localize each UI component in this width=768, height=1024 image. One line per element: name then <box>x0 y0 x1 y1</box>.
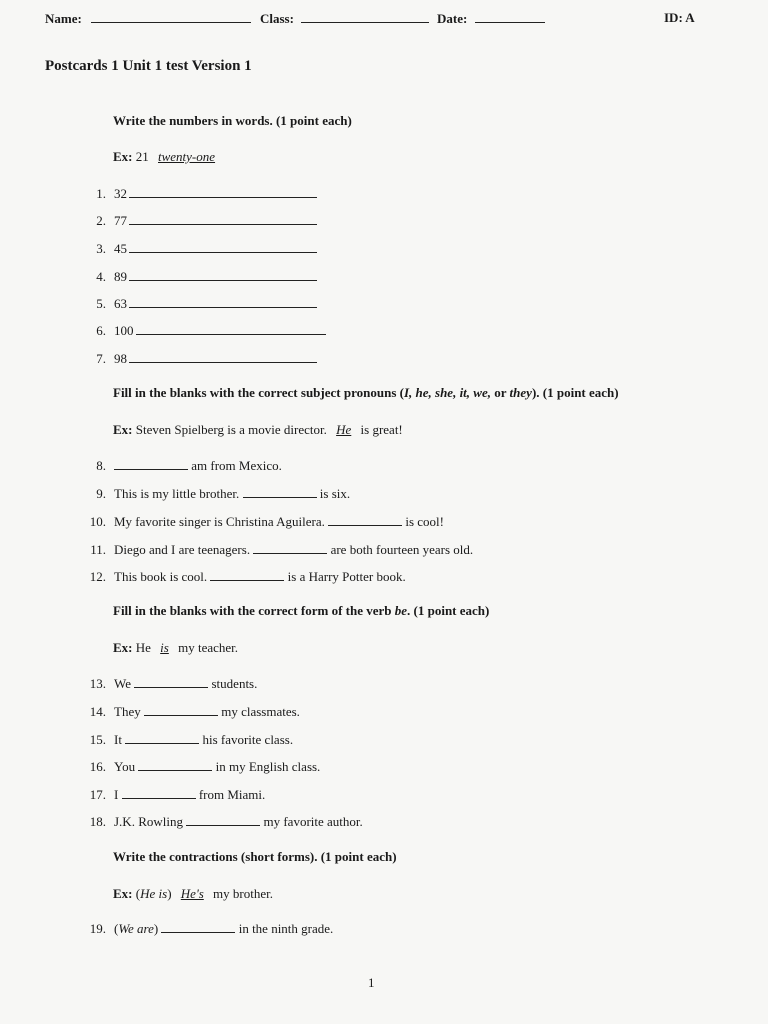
answer-blank[interactable] <box>161 920 235 933</box>
question-prompt: 32 <box>114 186 127 201</box>
question-text-end: students. <box>211 676 258 691</box>
section1-example <box>113 149 221 165</box>
section2-instruction <box>113 385 619 401</box>
question-text-end: his favorite class. <box>202 732 294 747</box>
question-text-end: from Miami. <box>198 787 266 802</box>
name-field <box>45 10 251 27</box>
example-text: He <box>135 640 151 655</box>
class-label: Class: <box>260 11 294 26</box>
date-field <box>437 10 545 27</box>
question-item <box>80 295 317 312</box>
example-prefix: Ex: <box>113 640 133 655</box>
section4-example: Ex: (He is) He's my brother. <box>113 886 273 901</box>
question-text: Diego and I are teenagers. <box>114 542 251 557</box>
instruction-text: Fill in the blanks with the correct subject pronouns ( <box>113 385 404 400</box>
question-number: 18. <box>89 814 106 829</box>
question-number: 4. <box>96 269 106 284</box>
question-item <box>80 541 473 558</box>
section1-instruction: Write the numbers in words. (1 point each) <box>113 113 352 128</box>
answer-blank[interactable] <box>129 212 317 225</box>
class-line <box>301 10 429 23</box>
question-number: 11. <box>90 542 106 557</box>
question-text: I <box>114 787 119 802</box>
section3-instruction <box>113 603 489 619</box>
question-text: We <box>114 676 131 691</box>
question-item <box>80 786 265 803</box>
answer-blank[interactable] <box>144 703 218 716</box>
question-number: 8. <box>96 458 106 473</box>
answer-blank[interactable] <box>134 675 208 688</box>
id-label: ID: A <box>664 10 695 25</box>
instruction-be: be <box>394 603 408 618</box>
answer-blank[interactable] <box>125 731 199 744</box>
question-paren: We are <box>118 921 154 936</box>
example-answer: He <box>336 422 352 437</box>
question-item <box>80 268 317 285</box>
example-answer: He's <box>180 886 204 901</box>
question-item <box>80 240 317 257</box>
question-text: They <box>114 704 141 719</box>
answer-blank[interactable] <box>136 322 326 335</box>
question-prompt: 100 <box>114 323 134 338</box>
example-prefix: Ex: <box>113 886 133 901</box>
answer-blank[interactable] <box>186 813 260 826</box>
question-number: 6. <box>96 323 106 338</box>
question-text-end: is a Harry Potter book. <box>287 569 406 584</box>
question-item <box>80 568 406 585</box>
name-line <box>91 10 251 23</box>
answer-blank[interactable] <box>129 295 317 308</box>
question-text: It <box>114 732 122 747</box>
question-item <box>80 703 300 720</box>
answer-blank[interactable] <box>243 485 317 498</box>
question-item: 19. (We are) in the ninth grade. <box>80 920 333 937</box>
example-answer: is <box>160 640 169 655</box>
question-item <box>80 457 282 474</box>
question-prompt: 77 <box>114 213 127 228</box>
answer-blank[interactable] <box>129 240 317 253</box>
answer-blank[interactable] <box>129 185 317 198</box>
example-text: Steven Spielberg is a movie director. <box>135 422 327 437</box>
question-text-end: is cool! <box>405 514 444 529</box>
question-text-end: in the ninth grade. <box>238 921 334 936</box>
question-prompt: 98 <box>114 351 127 366</box>
question-number: 9. <box>96 486 106 501</box>
question-text-end: my favorite author. <box>263 814 363 829</box>
date-label: Date: <box>437 11 468 26</box>
question-number: 3. <box>96 241 106 256</box>
question-number: 7. <box>96 351 106 366</box>
instruction-they: they <box>509 385 532 400</box>
question-item <box>80 675 257 692</box>
question-number: 14. <box>89 704 106 719</box>
question-text-end: am from Mexico. <box>191 458 282 473</box>
question-item <box>80 322 326 339</box>
answer-blank[interactable] <box>129 350 317 363</box>
question-text: This is my little brother. <box>114 486 240 501</box>
answer-blank[interactable] <box>253 541 327 554</box>
answer-blank[interactable] <box>328 513 402 526</box>
question-number: 1. <box>96 186 106 201</box>
instruction-pronouns: I, he, she, it, we, <box>403 385 491 400</box>
question-prompt: 89 <box>114 269 127 284</box>
question-text: My favorite singer is Christina Aguilera. <box>114 514 325 529</box>
instruction-points: . (1 point each) <box>407 603 490 618</box>
question-item <box>80 485 350 502</box>
question-text: J.K. Rowling <box>114 814 183 829</box>
question-number: 12. <box>89 569 106 584</box>
page-title: Postcards 1 Unit 1 test Version 1 <box>45 58 252 74</box>
question-prompt: 45 <box>114 241 127 256</box>
date-line <box>475 10 545 23</box>
question-text-end: my classmates. <box>221 704 300 719</box>
question-text: You <box>114 759 136 774</box>
class-field <box>260 10 429 27</box>
question-prompt: 63 <box>114 296 127 311</box>
example-prefix: Ex: <box>113 149 133 164</box>
question-number: 17. <box>89 787 106 802</box>
question-number: 13. <box>89 676 106 691</box>
question-number: 15. <box>89 732 106 747</box>
answer-blank[interactable] <box>138 758 212 771</box>
section4-instruction: Write the contractions (short forms). (1 point each) <box>113 849 397 864</box>
question-item <box>80 758 320 775</box>
question-text-end: in my English class. <box>215 759 321 774</box>
answer-blank[interactable] <box>122 786 196 799</box>
name-label: Name: <box>45 11 82 26</box>
question-number: 10. <box>89 514 106 529</box>
section3-example <box>113 640 238 656</box>
question-number: 16. <box>89 759 106 774</box>
page-number: 1 <box>368 975 375 990</box>
question-item <box>80 350 317 367</box>
question-number: 2. <box>96 213 106 228</box>
answer-blank[interactable] <box>210 568 284 581</box>
question-number: 5. <box>96 296 106 311</box>
instruction-points: ). (1 point each) <box>531 385 619 400</box>
question-text-end: is six. <box>319 486 351 501</box>
example-paren: He is <box>140 886 168 901</box>
question-item <box>80 212 317 229</box>
example-text-end: my teacher. <box>178 640 239 655</box>
answer-blank[interactable] <box>129 268 317 281</box>
example-value: 21 <box>135 149 149 164</box>
question-text: This book is cool. <box>114 569 208 584</box>
instruction-text: Fill in the blanks with the correct form of the verb <box>113 603 395 618</box>
example-prefix: Ex: <box>113 422 133 437</box>
question-item <box>80 731 293 748</box>
answer-blank[interactable] <box>114 457 188 470</box>
example-answer: twenty-one <box>158 149 216 164</box>
question-item <box>80 513 444 530</box>
question-item <box>80 185 317 202</box>
example-text-end: my brother. <box>213 886 273 901</box>
example-text-end: is great! <box>360 422 403 437</box>
instruction-or: or <box>491 385 510 400</box>
question-item <box>80 813 363 830</box>
question-number: 19. <box>89 921 106 936</box>
question-text-end: are both fourteen years old. <box>330 542 474 557</box>
section2-example <box>113 422 403 438</box>
